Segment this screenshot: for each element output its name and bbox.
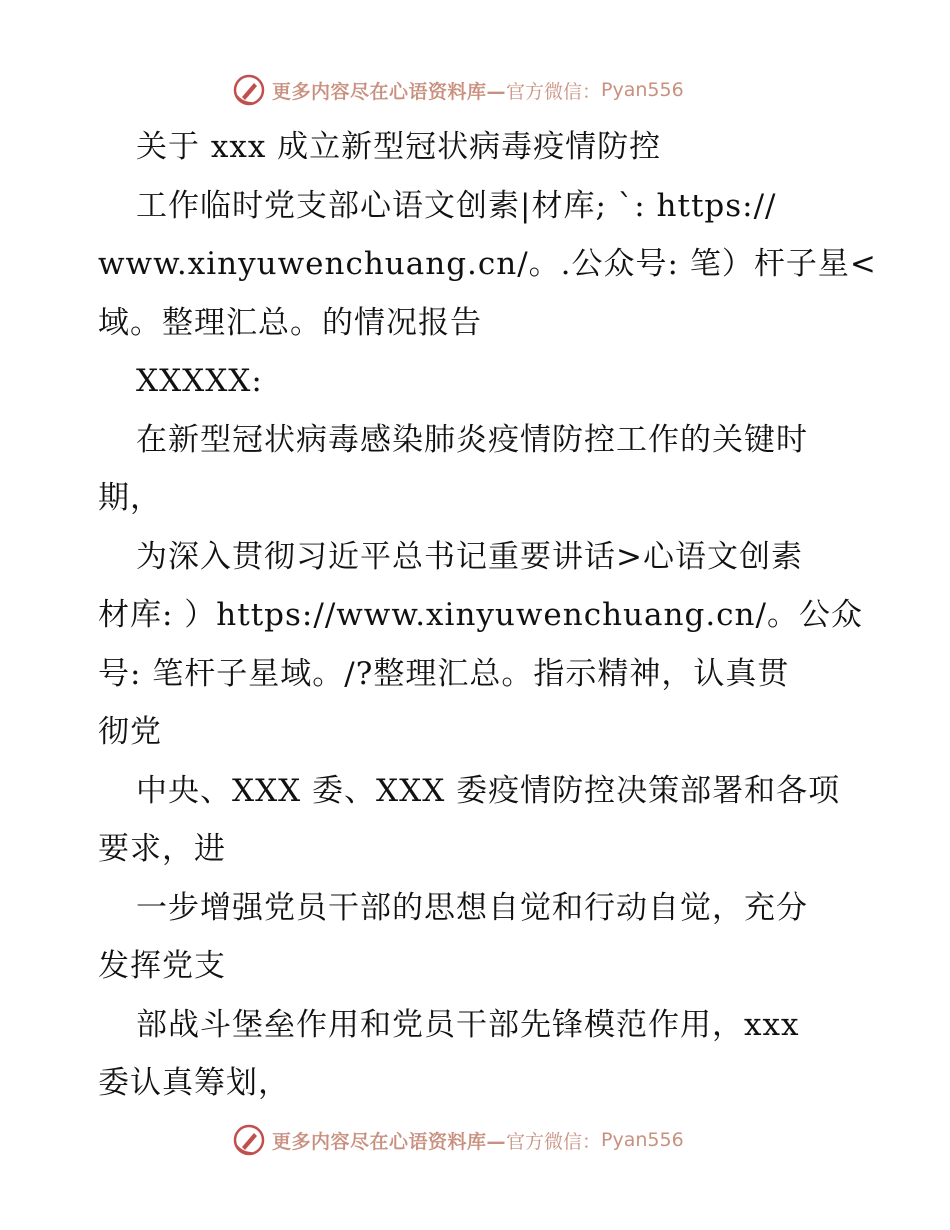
header-banner-text: 更多内容尽在心语资料库— (272, 80, 507, 103)
doc-line: 中央、XXX 委、XXX 委疫情防控决策部署和各项 (136, 772, 841, 809)
doc-line: 期， (98, 480, 162, 516)
doc-line: 委认真筹划， (98, 1065, 290, 1101)
doc-line: 为深入贯彻习近平总书记重要讲话>心语文创素 (136, 538, 803, 575)
header-wechat-label: 官方微信： (506, 80, 602, 103)
doc-line: 一步增强党员干部的思想自觉和行动自觉，充分 (136, 889, 808, 926)
doc-line: 彻党 (98, 714, 162, 750)
doc-line: 在新型冠状病毒感染肺炎疫情防控工作的关键时 (136, 421, 808, 458)
doc-line: 工作临时党支部心语文创素|材库; `: https:// (136, 187, 777, 224)
doc-line: www.xinyuwenchuang.cn/。.公众号: 笔）杆子星< (98, 246, 877, 282)
doc-line: 域。整理汇总。的情况报告 (98, 304, 482, 341)
doc-line: 发挥党支 (98, 948, 226, 984)
doc-line: 要求，进 (98, 831, 226, 867)
footer-wechat-label: 官方微信： (506, 1130, 602, 1153)
document-body (98, 118, 877, 1113)
doc-line: 材库: ）https://www.xinyuwenchuang.cn/。公众 (98, 597, 863, 633)
footer-banner-text: 更多内容尽在心语资料库— (272, 1130, 507, 1153)
header-banner (232, 70, 684, 110)
doc-line: 关于 xxx 成立新型冠状病毒疫情防控 (136, 129, 662, 165)
pen-logo-icon (232, 73, 266, 107)
doc-line: 部战斗堡垒作用和党员干部先锋模范作用，xxx (136, 1006, 800, 1043)
doc-line: XXXXX: (136, 363, 263, 399)
footer-banner (232, 1120, 684, 1160)
pen-logo-icon (232, 1123, 266, 1157)
header-wechat-id: Pyan556 (601, 79, 684, 101)
footer-wechat-id: Pyan556 (601, 1129, 684, 1151)
doc-line: 号: 笔杆子星域。/?整理汇总。指示精神，认真贯 (98, 655, 790, 692)
